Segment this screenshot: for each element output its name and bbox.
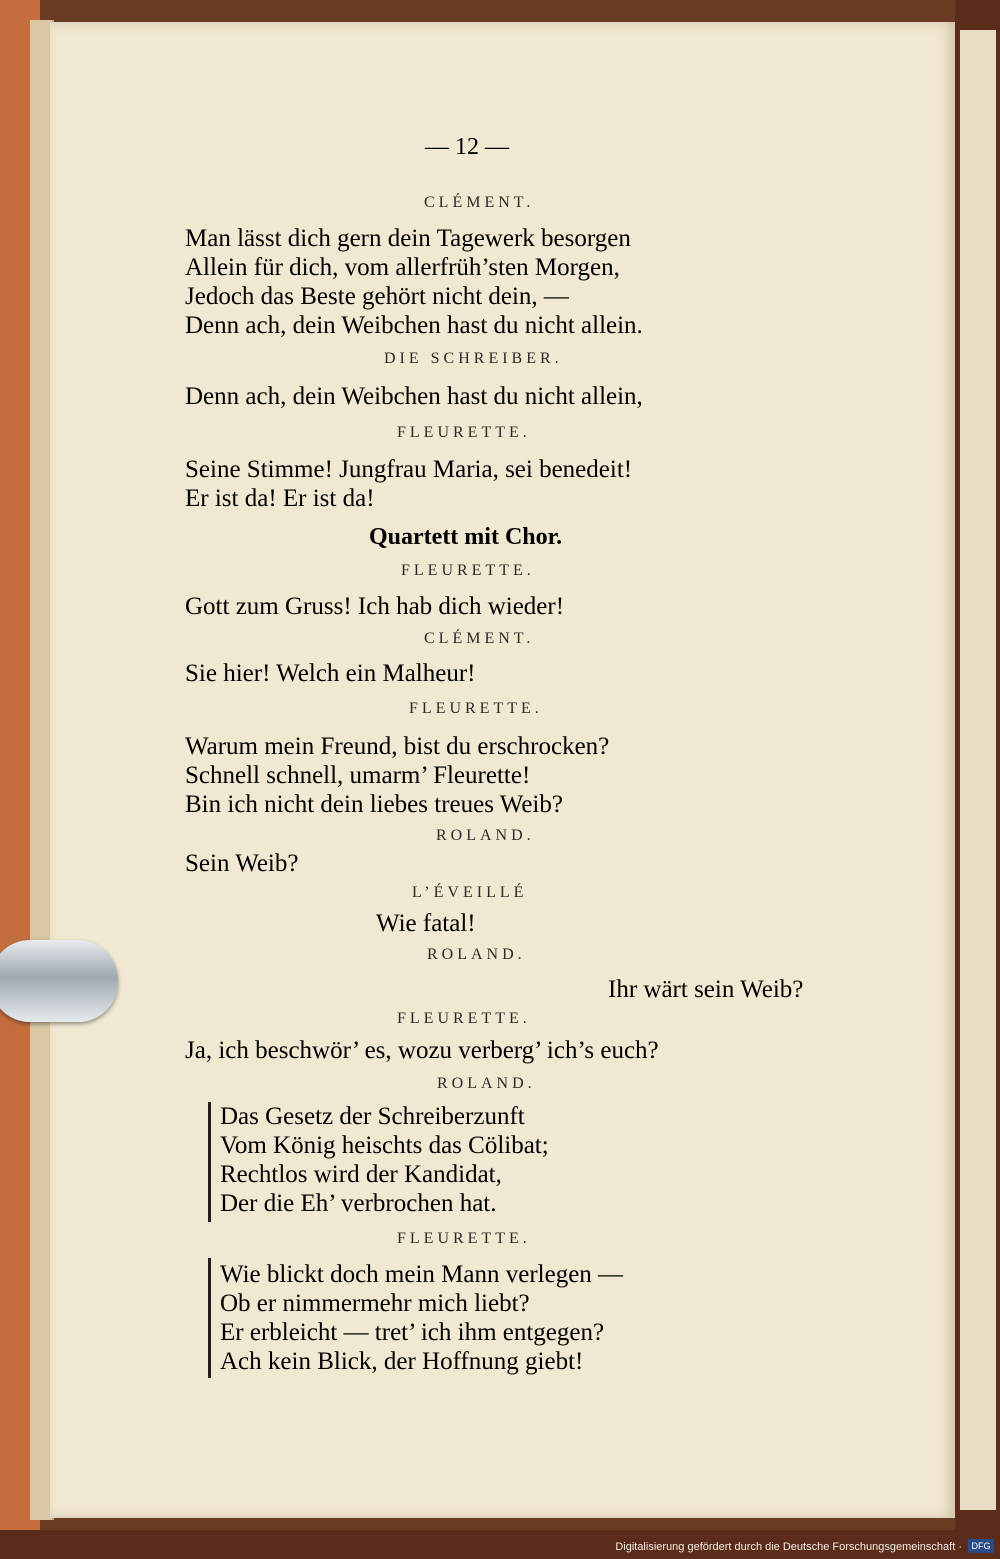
speaker-label: FLEURETTE. [409,700,543,717]
speaker-label: FLEURETTE. [397,424,531,441]
speaker-label: ROLAND. [436,827,535,844]
verse-line: Das Gesetz der Schreiberzunft [220,1103,525,1130]
verse-line: Allein für dich, vom allerfrüh’sten Morgen, [185,254,620,281]
speaker-label: FLEURETTE. [397,1230,531,1247]
verse-line: Sein Weib? [185,850,299,877]
verse-line: Rechtlos wird der Kandidat, [220,1161,502,1188]
verse-line: Jedoch das Beste gehört nicht dein, — [185,283,569,310]
verse-line: Ob er nimmermehr mich liebt? [220,1290,530,1317]
verse-line: Wie blickt doch mein Mann verlegen — [220,1261,624,1288]
verse-line: Seine Stimme! Jungfrau Maria, sei benedeit! [185,456,633,483]
verse-line: Sie hier! Welch ein Malheur! [185,660,476,687]
speaker-label: DIE SCHREIBER. [384,350,563,367]
verse-line: Denn ach, dein Weibchen hast du nicht allein. [185,312,643,339]
page-number: — 12 — [425,134,509,160]
speaker-label: L’ÉVEILLÉ [412,884,528,901]
speaker-label: ROLAND. [437,1075,536,1092]
verse-line: Er ist da! Er ist da! [185,485,375,512]
verse-line: Ach kein Blick, der Hoffnung giebt! [220,1348,584,1375]
verse-line: Ja, ich beschwör’ es, wozu verberg’ ich’s euch? [185,1037,659,1064]
verse-line: Er erbleicht — tret’ ich ihm entgegen? [220,1319,605,1346]
dfg-logo: DFG [968,1539,994,1553]
verse-bracket [208,1102,219,1222]
page-clip [0,940,118,1022]
speaker-label: FLEURETTE. [401,562,535,579]
section-heading: Quartett mit Chor. [369,524,563,550]
verse-line: Warum mein Freund, bist du erschrocken? [185,733,610,760]
verse-bracket [208,1258,219,1378]
verse-line: Vom König heischts das Cölibat; [220,1132,549,1159]
speaker-label: FLEURETTE. [397,1010,531,1027]
verse-line: Schnell schnell, umarm’ Fleurette! [185,762,531,789]
verse-line: Bin ich nicht dein liebes treues Weib? [185,791,563,818]
facing-page-edge [960,30,996,1510]
verse-line: Man lässt dich gern dein Tagewerk besorgen [185,225,631,252]
verse-line: Denn ach, dein Weibchen hast du nicht allein, [185,383,643,410]
speaker-label: ROLAND. [427,946,526,963]
footer-credit: Digitalisierung gefördert durch die Deutsche Forschungsgemeinschaft · [615,1541,962,1553]
verse-line: Gott zum Gruss! Ich hab dich wieder! [185,593,565,620]
verse-line: Wie fatal! [376,910,476,937]
verse-line: Ihr wärt sein Weib? [608,976,804,1003]
verse-line: Der die Eh’ verbrochen hat. [220,1190,497,1217]
speaker-label: CLÉMENT. [424,194,535,211]
speaker-label: CLÉMENT. [424,630,535,647]
